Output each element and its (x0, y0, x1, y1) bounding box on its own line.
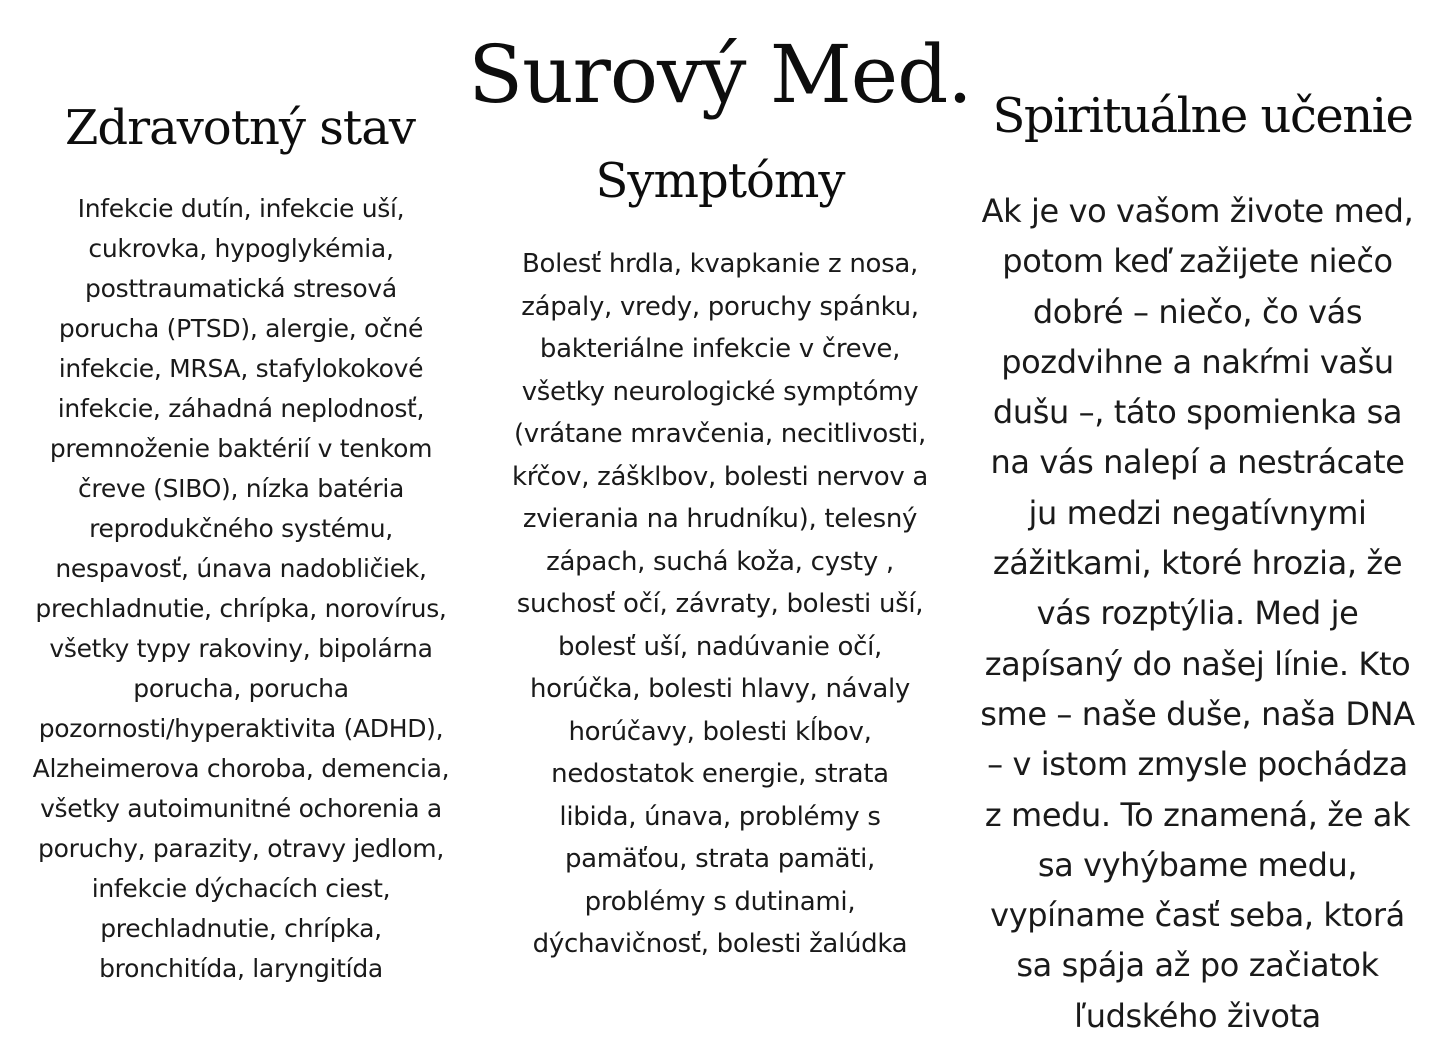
text-line: infekcie, záhadná neplodnosť, (57, 394, 425, 423)
text-line: prechladnutie, chrípka, norovírus, (35, 594, 447, 623)
text-line: dýchavičnosť, bolesti žalúdka (532, 929, 908, 959)
text-line: zapísaný do našej línie. Kto (984, 644, 1411, 683)
text-line: pamäťou, strata pamäti, (564, 844, 876, 874)
symptoms-text (478, 243, 962, 966)
text-line: problémy s dutinami, (584, 886, 856, 917)
text-line: z medu. To znamená, že ak (984, 795, 1411, 834)
text-line: Ak je vo vašom živote med, (981, 192, 1414, 230)
text-line: čreve (SIBO), nízka batéria (77, 474, 405, 503)
text-line: Alzheimerova choroba, demencia, (32, 754, 450, 783)
text-line: libida, únava, problémy s (559, 801, 881, 832)
health-conditions-heading: Zdravotný stav (65, 100, 415, 156)
text-line: sa vyhýbame medu, (1037, 845, 1358, 884)
text-line: kŕčov, zášklbov, bolesti nervov a (511, 461, 929, 492)
text-line: nespavosť, únava nadobličiek, (55, 554, 427, 583)
page-title: Surový Med. (468, 28, 972, 121)
text-line: infekcie, MRSA, stafylokokové (58, 354, 424, 383)
text-line: zápaly, vredy, poruchy spánku, (521, 291, 919, 322)
text-line: sme – naše duše, naša DNA (980, 694, 1415, 733)
text-line: všetky neurologické symptómy (521, 376, 919, 407)
text-line: bakteriálne infekcie v čreve, (539, 334, 901, 364)
text-line: na vás nalepí a nestrácate (990, 443, 1405, 482)
health-conditions-text (0, 189, 482, 989)
text-line: zvierania na hrudníku), telesný (522, 504, 918, 534)
text-line: potom keď zažijete niečo (1002, 242, 1393, 281)
text-line: infekcie dýchacích ciest, (91, 874, 391, 903)
symptoms-heading: Symptómy (595, 153, 845, 209)
text-line: vás rozptýlia. Med je (1036, 594, 1359, 633)
text-line: vypíname časť seba, ktorá (990, 896, 1405, 935)
text-line: dušu –, táto spomienka sa (992, 393, 1403, 432)
text-line: Infekcie dutín, infekcie uší, (77, 194, 405, 223)
text-line: prechladnutie, chrípka, (100, 914, 382, 943)
text-line: horúčavy, bolesti kĺbov, (568, 716, 872, 747)
spiritual-teaching-heading: Spirituálne učenie (992, 88, 1413, 144)
text-line: všetky autoimunitné ochorenia a (40, 794, 442, 823)
text-line: porucha (PTSD), alergie, očné (58, 314, 424, 343)
text-line: porucha, porucha (133, 674, 349, 703)
text-line: bolesť uší, nadúvanie očí, (558, 631, 882, 662)
text-line: horúčka, bolesti hlavy, návaly (529, 674, 911, 704)
text-line: Bolesť hrdla, kvapkanie z nosa, (522, 249, 918, 279)
text-line: bronchitída, laryngitída (99, 954, 383, 983)
spiritual-teaching-text (955, 186, 1440, 1041)
text-line: poruchy, parazity, otravy jedlom, (38, 834, 444, 863)
text-line: posttraumatická stresová (85, 274, 397, 303)
text-line: nedostatok energie, strata (551, 759, 889, 789)
text-line: všetky typy rakoviny, bipolárna (49, 634, 433, 663)
text-line: pozdvihne a nakŕmi vašu (1001, 342, 1394, 381)
text-line: ju medzi negatívnymi (1028, 493, 1367, 532)
text-line: dobré – niečo, čo vás (1032, 292, 1363, 331)
text-line: reprodukčného systému, (89, 514, 393, 543)
text-line: – v istom zmysle pochádza (987, 745, 1408, 784)
text-line: (vrátane mravčenia, necitlivosti, (513, 419, 927, 449)
text-line: zápach, suchá koža, cysty , (546, 546, 894, 577)
text-line: ľudského života (1074, 996, 1321, 1035)
text-line: cukrovka, hypoglykémia, (88, 234, 394, 263)
text-line: suchosť očí, závraty, bolesti uší, (516, 589, 924, 619)
text-line: pozornosti/hyperaktivita (ADHD), (38, 714, 444, 743)
text-line: sa spája až po začiatok (1016, 946, 1379, 985)
text-line: zážitkami, ktoré hrozia, že (992, 544, 1403, 583)
text-line: premnoženie baktérií v tenkom (49, 434, 433, 463)
